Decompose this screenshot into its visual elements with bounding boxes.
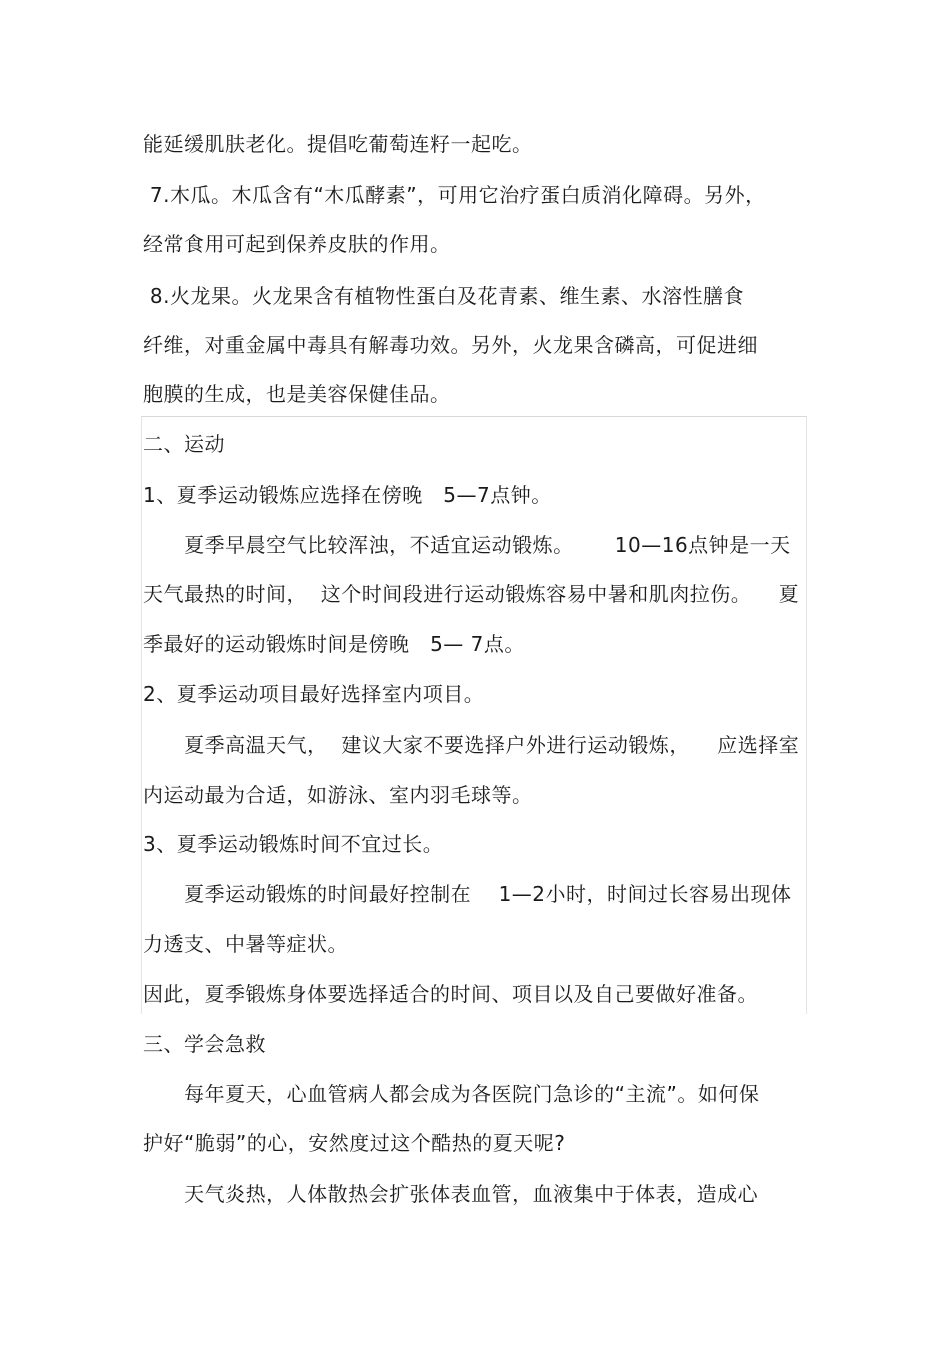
text-line: 7.木瓜。木瓜含有“木瓜酵素”，可用它治疗蛋白质消化障碍。另外，: [143, 183, 766, 207]
text-line: 夏季早晨空气比较浑浊，不适宜运动锻炼。 10—16点钟是一天: [143, 533, 791, 557]
text-line: 8.火龙果。火龙果含有植物性蛋白及花青素、维生素、水溶性膳食: [143, 284, 744, 308]
subheading: 1、夏季运动锻炼应选择在傍晚 5—7点钟。: [143, 483, 552, 507]
text-line: 因此，夏季锻炼身体要选择适合的时间、项目以及自己要做好准备。: [143, 982, 758, 1006]
text-line: 护好“脆弱”的心，安然度过这个酷热的夏天呢?: [143, 1131, 566, 1155]
text-line: 纤维，对重金属中毒具有解毒功效。另外，火龙果含磷高，可促进细: [143, 333, 758, 357]
section-heading: 三、学会急救: [143, 1032, 266, 1056]
text-line: 每年夏天，心血管病人都会成为各医院门急诊的“主流”。如何保: [143, 1082, 760, 1106]
text-line: 内运动最为合适，如游泳、室内羽毛球等。: [143, 783, 533, 807]
subheading: 3、夏季运动锻炼时间不宜过长。: [143, 832, 444, 856]
subheading: 2、夏季运动项目最好选择室内项目。: [143, 682, 485, 706]
text-line: 能延缓肌肤老化。提倡吃葡萄连籽一起吃。: [143, 132, 533, 156]
section-heading: 二、运动: [143, 432, 225, 456]
text-line: 季最好的运动锻炼时间是傍晚 5— 7点。: [143, 632, 525, 656]
text-line: 胞膜的生成，也是美容保健佳品。: [143, 382, 451, 406]
text-line: 夏季运动锻炼的时间最好控制在 1—2小时，时间过长容易出现体: [143, 882, 792, 906]
text-line: 力透支、中暑等症状。: [143, 932, 348, 956]
text-line: 天气炎热，人体散热会扩张体表血管，血液集中于体表，造成心: [143, 1182, 759, 1206]
text-line: 天气最热的时间， 这个时间段进行运动锻炼容易中暑和肌肉拉伤。 夏: [143, 582, 800, 606]
text-line: 夏季高温天气， 建议大家不要选择户外进行运动锻炼， 应选择室: [143, 733, 800, 757]
text-line: 经常食用可起到保养皮肤的作用。: [143, 232, 451, 256]
